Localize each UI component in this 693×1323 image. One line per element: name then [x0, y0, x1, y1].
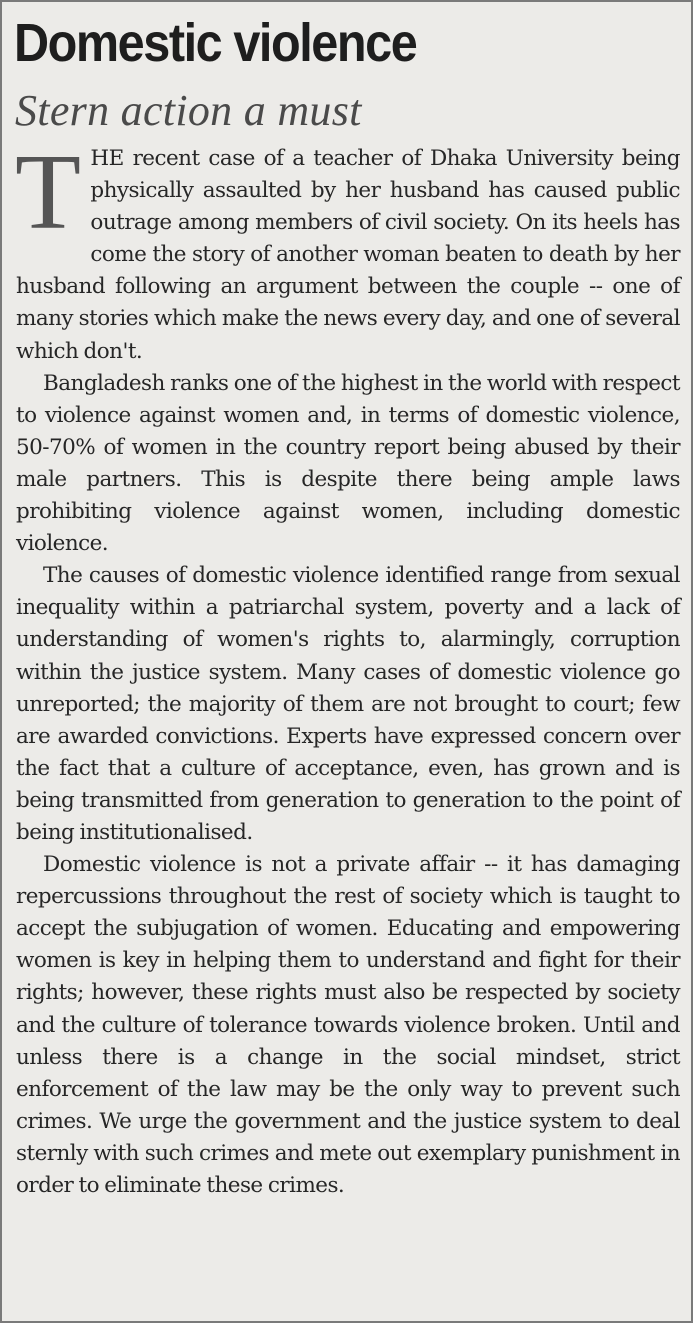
- paragraph-1: [15, 133, 680, 368]
- headline: Domestic violence: [14, 13, 417, 73]
- article-body: [15, 133, 680, 1202]
- paragraph-2: Bangladesh ranks one of the highest in the world with respect to violence against women and, in terms of domestic violence, 50-70% of women in the country report being abused by their male partners. This is despite there being ample laws prohibiting violence against women, including domestic violence.: [16, 370, 680, 557]
- subheadline: Stern action a must: [15, 86, 362, 135]
- paragraph-3: The causes of domestic violence identified range from sexual inequality within a patriarchal system, poverty and a lack of understanding of women's rights to, alarmingly, corruption within the justice system. Many cases of domestic violence go unreported; the majority of them are not brought to court; few are awarded convictions. Experts have expressed concern over the fact that a culture of acceptance, even, has grown and is being transmitted from generation to generation to the point of being institutionalised.: [16, 563, 680, 845]
- paragraph-1-text: HE recent case of a teacher of Dhaka University being physically assaulted by her husband has caused public outrage among members of civil society. On its heels has come the story of another woman beaten to death by her husband following an argument between the couple -- one of many stories which make the news every day, and one of several which don't.: [16, 146, 680, 364]
- paragraph-4: Domestic violence is not a private affair -- it has damaging repercussions throughout the rest of society which is taught to accept the subjugation of women. Educating and empowering women is key in helping them to understand and fight for their rights; however, these rights must also be respected by society and the culture of tolerance towards violence broken. Until and unless there is a change in the social mindset, strict enforcement of the law may be the only way to prevent such crimes. We urge the government and the justice system to deal sternly with such crimes and mete out exemplary punishment in order to eliminate these crimes.: [16, 852, 680, 1198]
- drop-cap: T: [15, 133, 81, 252]
